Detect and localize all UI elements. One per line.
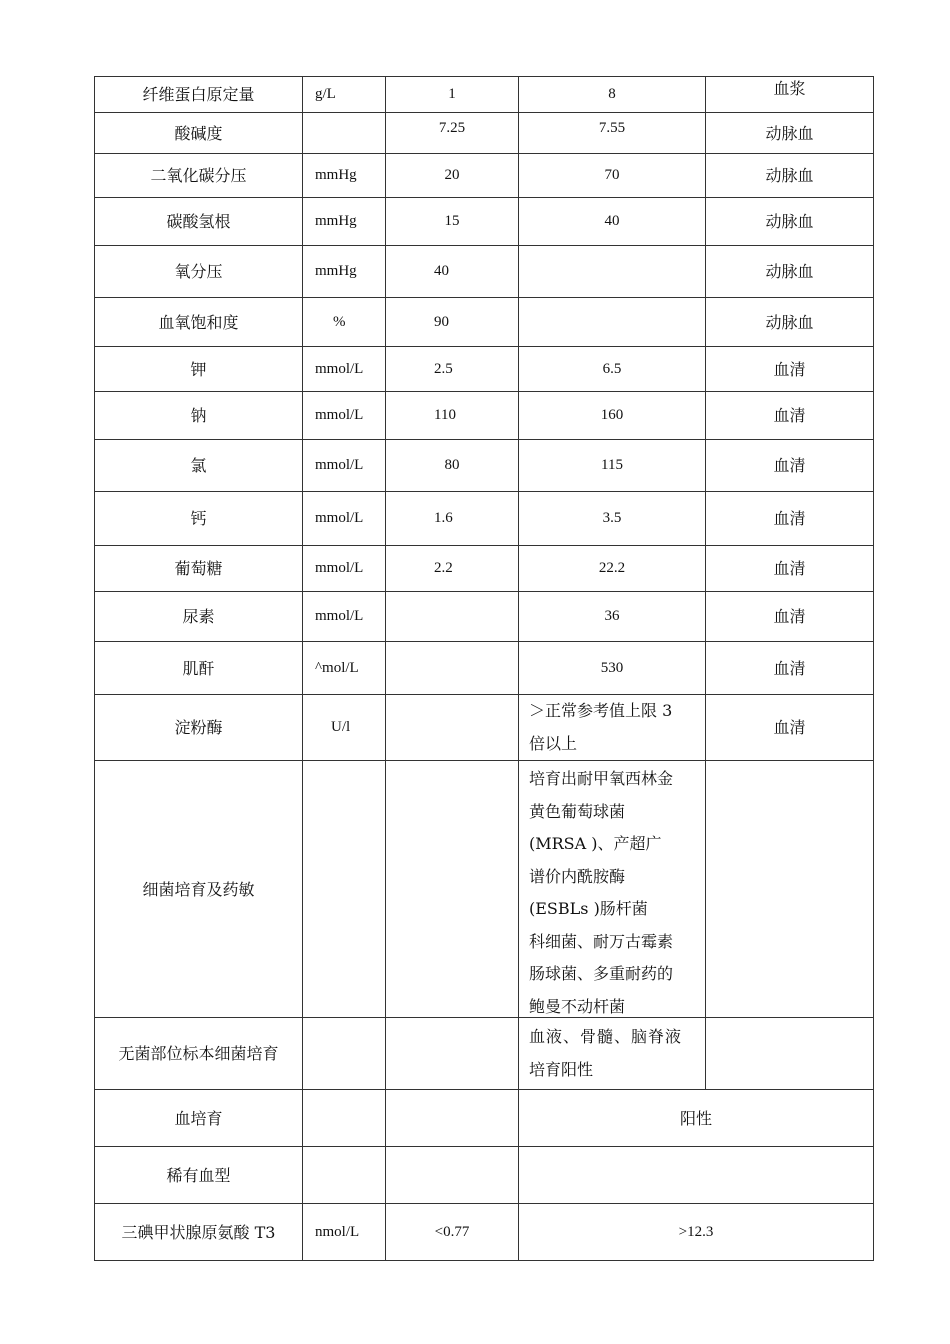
- item-name: 稀有血型: [95, 1147, 303, 1204]
- item-unit: [303, 761, 386, 1018]
- low-value: 15: [386, 198, 519, 246]
- high-value: 160: [519, 392, 706, 440]
- text-line: (MRSA )、产超广: [529, 834, 662, 853]
- text-line: (ESBLs )肠杆菌: [529, 899, 648, 918]
- low-value: 1.6: [386, 492, 519, 546]
- item-unit: mmHg: [303, 154, 386, 198]
- low-value: 40: [386, 246, 519, 298]
- item-unit: ^mol/L: [303, 642, 386, 695]
- table-row: [95, 1090, 874, 1147]
- item-name: 尿素: [95, 592, 303, 642]
- sample-type: 动脉血: [706, 154, 874, 198]
- sample-type: 动脉血: [706, 298, 874, 347]
- sample-type: [706, 761, 874, 1018]
- item-unit: [303, 1147, 386, 1204]
- text-line: 倍以上: [529, 733, 578, 753]
- item-unit: [303, 1090, 386, 1147]
- table-row: [95, 642, 874, 695]
- table-row: [95, 1147, 874, 1204]
- item-unit: U/l: [303, 695, 386, 761]
- merged-value: 阳性: [519, 1090, 874, 1147]
- high-value: 8: [519, 77, 706, 113]
- high-value-text: [519, 695, 706, 761]
- item-name: 无菌部位标本细菌培育: [95, 1018, 303, 1090]
- table-row: [95, 695, 874, 761]
- table-row: [95, 77, 874, 113]
- text-line: 谱价内酰胺酶: [529, 866, 626, 886]
- sample-type: 血清: [706, 592, 874, 642]
- low-value: [386, 642, 519, 695]
- item-unit: mmol/L: [303, 546, 386, 592]
- sample-type: 血清: [706, 392, 874, 440]
- item-unit: [303, 113, 386, 154]
- item-unit: mmHg: [303, 198, 386, 246]
- low-value: [386, 1147, 519, 1204]
- text-line: 培育出耐甲氧西林金: [529, 769, 674, 788]
- item-name: 肌酐: [95, 642, 303, 695]
- text-line: 肠球菌、多重耐药的: [529, 964, 674, 983]
- merged-value: >12.3: [519, 1204, 874, 1261]
- table-row: [95, 761, 874, 1018]
- item-name: 淀粉酶: [95, 695, 303, 761]
- low-value: 2.5: [386, 347, 519, 392]
- low-value: [386, 1090, 519, 1147]
- item-name: 酸碱度: [95, 113, 303, 154]
- high-value: 70: [519, 154, 706, 198]
- low-value: 110: [386, 392, 519, 440]
- high-value: 530: [519, 642, 706, 695]
- table-row: [95, 1204, 874, 1261]
- low-value: 2.2: [386, 546, 519, 592]
- sample-type: 血清: [706, 695, 874, 761]
- item-unit: mmHg: [303, 246, 386, 298]
- low-value: 90: [386, 298, 519, 347]
- high-value: 22.2: [519, 546, 706, 592]
- low-value: <0.77: [386, 1204, 519, 1261]
- table-row: [95, 246, 874, 298]
- text-line: 黄色葡萄球菌: [529, 801, 626, 821]
- text-line: 鲍曼不动杆菌: [529, 996, 626, 1016]
- item-unit: mmol/L: [303, 440, 386, 492]
- merged-value: [519, 1147, 874, 1204]
- item-unit: nmol/L: [303, 1204, 386, 1261]
- sample-type: 动脉血: [706, 198, 874, 246]
- item-unit: %: [303, 298, 386, 347]
- low-value: 7.25: [386, 113, 519, 154]
- table-row: [95, 440, 874, 492]
- sample-type: 血清: [706, 642, 874, 695]
- table-row: [95, 347, 874, 392]
- item-name: 纤维蛋白原定量: [95, 77, 303, 113]
- table-row: [95, 592, 874, 642]
- high-value-text: [519, 761, 706, 1018]
- low-value: [386, 1018, 519, 1090]
- item-name: 氧分压: [95, 246, 303, 298]
- high-value: 36: [519, 592, 706, 642]
- item-unit: mmol/L: [303, 392, 386, 440]
- item-name: 葡萄糖: [95, 546, 303, 592]
- high-value: 40: [519, 198, 706, 246]
- sample-type: 动脉血: [706, 113, 874, 154]
- text-line: ＞正常参考值上限 3: [529, 701, 673, 720]
- item-name: 三碘甲状腺原氨酸 T3: [95, 1204, 303, 1261]
- table-row: [95, 154, 874, 198]
- item-unit: mmol/L: [303, 492, 386, 546]
- table-row: [95, 1018, 874, 1090]
- table-row: [95, 546, 874, 592]
- item-unit: [303, 1018, 386, 1090]
- low-value: 20: [386, 154, 519, 198]
- item-unit: mmol/L: [303, 347, 386, 392]
- item-unit: mmol/L: [303, 592, 386, 642]
- critical-values-table: [94, 76, 874, 1261]
- item-name: 钾: [95, 347, 303, 392]
- low-value: 1: [386, 77, 519, 113]
- text-line: 血液、骨髓、脑脊液: [529, 1027, 683, 1046]
- high-value: 3.5: [519, 492, 706, 546]
- sample-type: 血清: [706, 546, 874, 592]
- text-line: 科细菌、耐万古霉素: [529, 931, 674, 951]
- high-value: 7.55: [519, 113, 706, 154]
- low-value: [386, 695, 519, 761]
- table-row: [95, 492, 874, 546]
- item-name: 血培育: [95, 1090, 303, 1147]
- item-name: 钙: [95, 492, 303, 546]
- item-name: 二氧化碳分压: [95, 154, 303, 198]
- high-value: 6.5: [519, 347, 706, 392]
- sample-type: [706, 1018, 874, 1090]
- table-row: [95, 392, 874, 440]
- low-value: [386, 761, 519, 1018]
- sample-type: 动脉血: [706, 246, 874, 298]
- high-value: 115: [519, 440, 706, 492]
- sample-type: 血浆: [706, 77, 874, 113]
- high-value: [519, 246, 706, 298]
- table-row: [95, 198, 874, 246]
- item-name: 钠: [95, 392, 303, 440]
- item-name: 氯: [95, 440, 303, 492]
- item-name: 碳酸氢根: [95, 198, 303, 246]
- sample-type: 血清: [706, 347, 874, 392]
- high-value-text: [519, 1018, 706, 1090]
- text-line: 培育阳性: [529, 1059, 594, 1079]
- high-value: [519, 298, 706, 347]
- table-row: [95, 298, 874, 347]
- low-value: [386, 592, 519, 642]
- sample-type: 血清: [706, 440, 874, 492]
- table-row: [95, 113, 874, 154]
- item-name: 血氧饱和度: [95, 298, 303, 347]
- item-unit: g/L: [303, 77, 386, 113]
- item-name: 细菌培育及药敏: [95, 761, 303, 1018]
- low-value: 80: [386, 440, 519, 492]
- sample-type: 血清: [706, 492, 874, 546]
